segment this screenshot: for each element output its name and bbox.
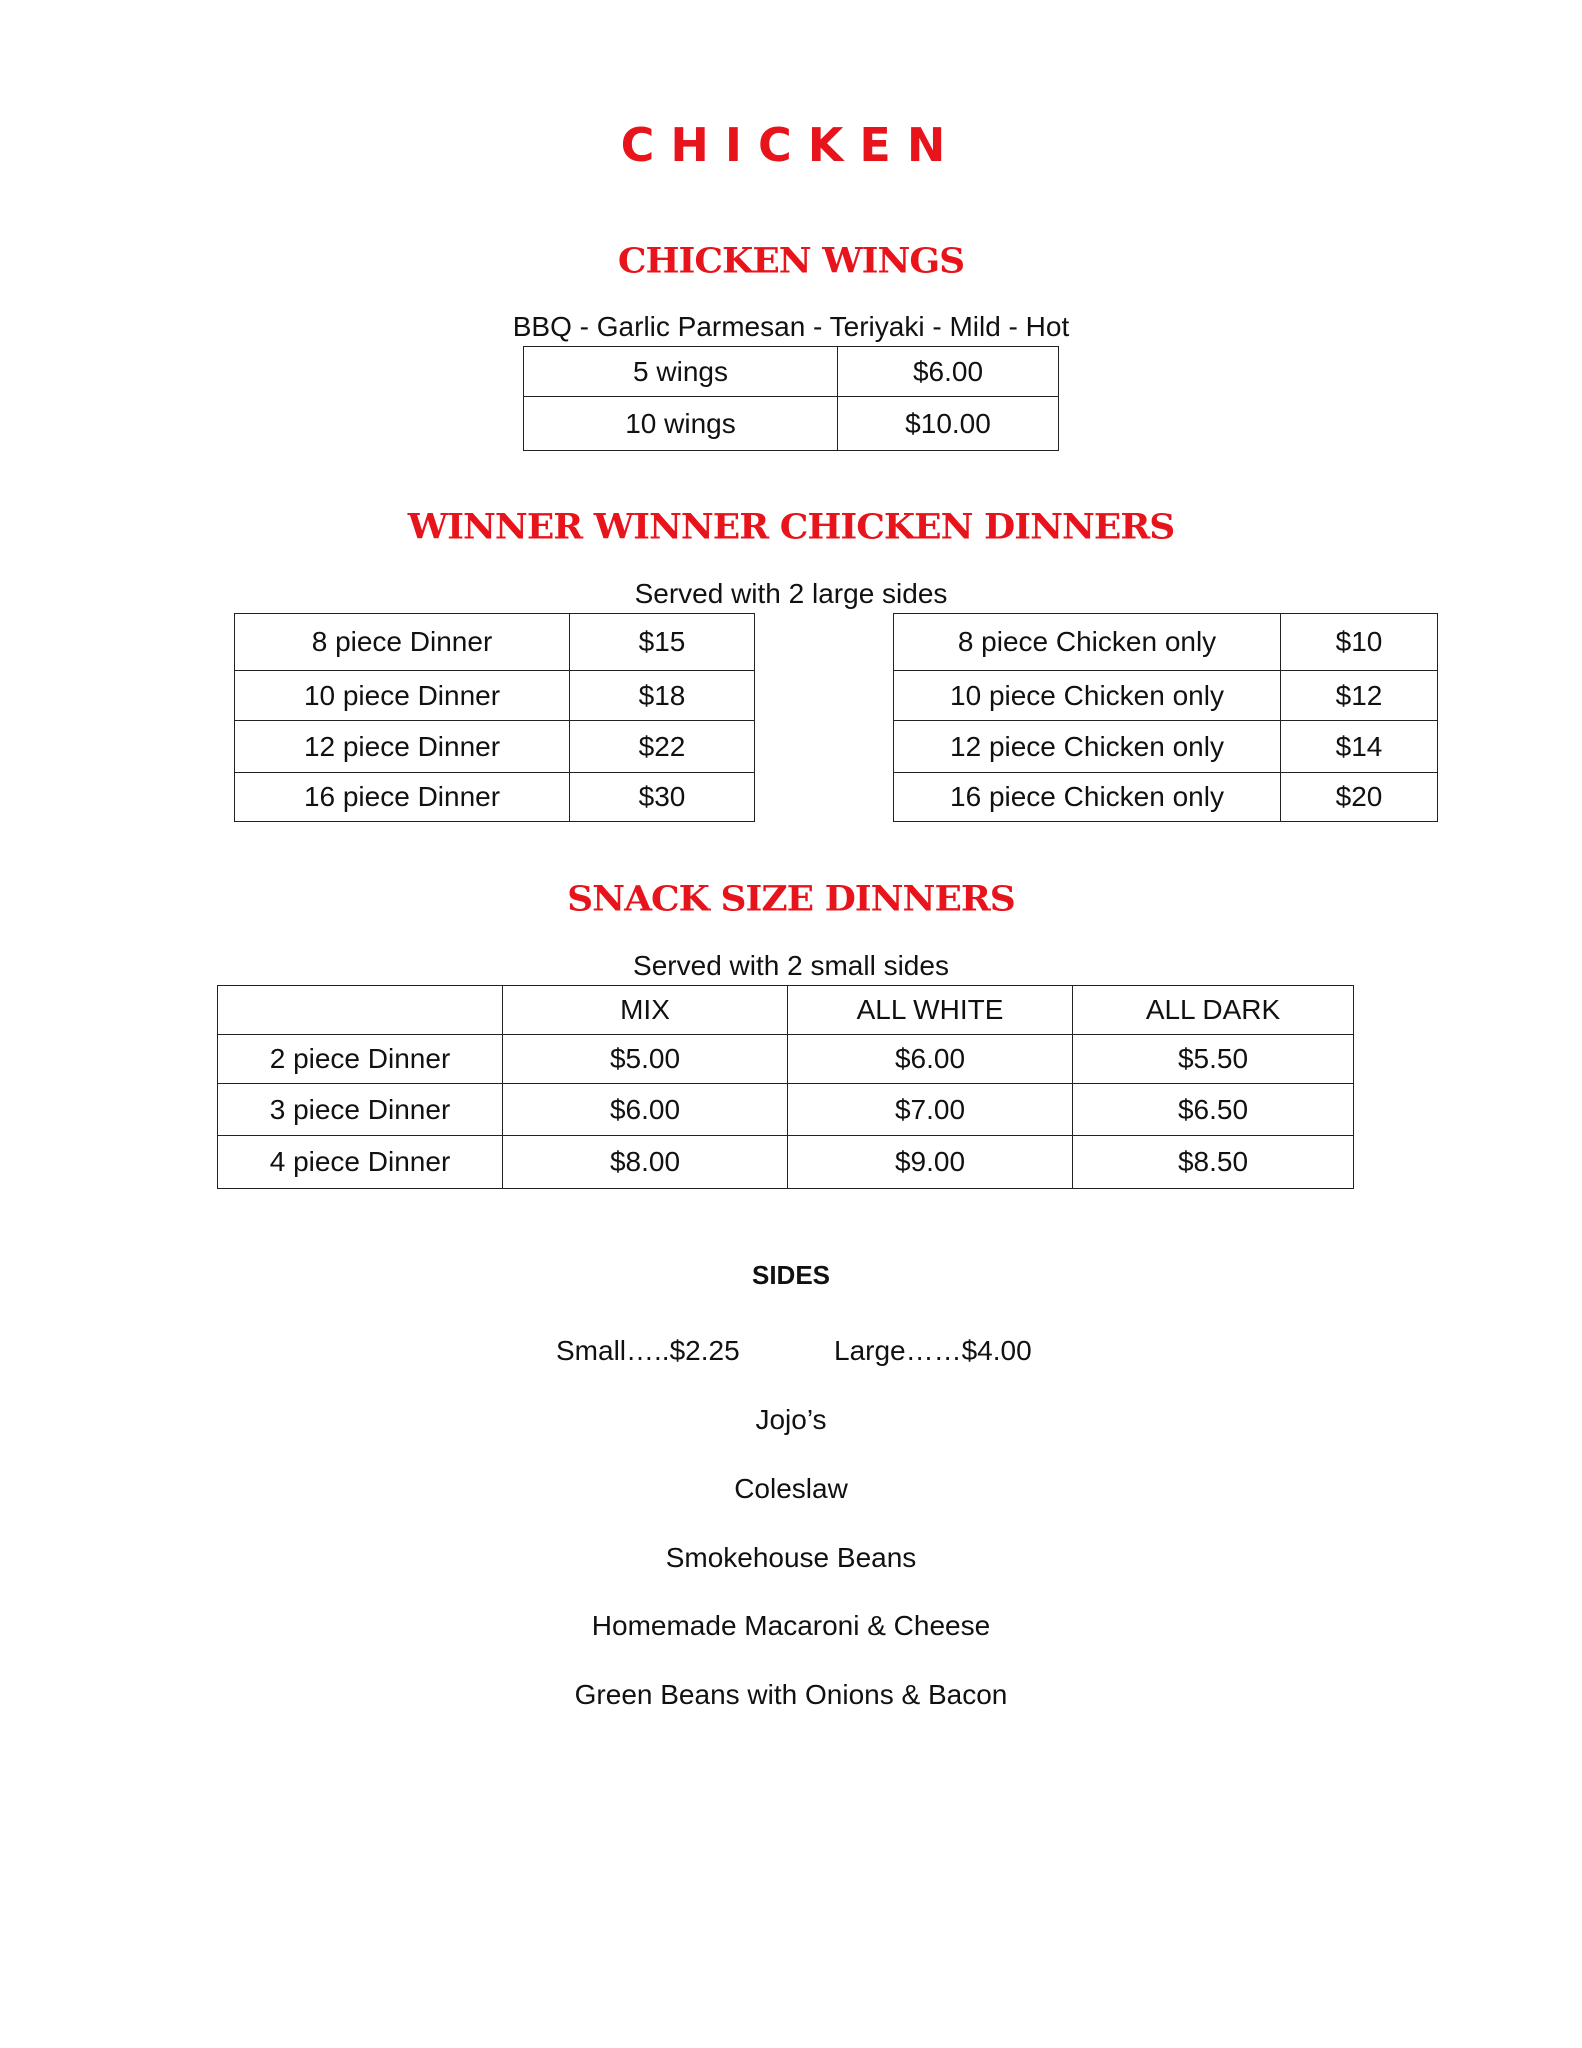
wings-price: $10.00 — [838, 397, 1059, 451]
chicken-only-item: 8 piece Chicken only — [894, 614, 1281, 671]
side-item: Coleslaw — [734, 1473, 848, 1504]
table-row — [235, 614, 755, 671]
page-title: CHICKEN — [620, 118, 962, 172]
chicken-only-price: $10 — [1281, 614, 1438, 671]
dinner-item: 12 piece Dinner — [235, 721, 570, 773]
chicken-only-table — [893, 613, 1438, 822]
dinner-item: 8 piece Dinner — [235, 614, 570, 671]
dinner-item: 10 piece Dinner — [235, 671, 570, 721]
side-item: Green Beans with Onions & Bacon — [574, 1679, 1008, 1710]
table-row — [235, 721, 755, 773]
snack-price-white: $7.00 — [788, 1084, 1073, 1136]
snack-subtitle: Served with 2 small sides — [633, 950, 949, 981]
wings-table — [523, 346, 1059, 451]
sides-heading: SIDES — [751, 1260, 831, 1290]
dinner-price: $22 — [570, 721, 755, 773]
dinner-table — [234, 613, 755, 822]
table-row — [894, 614, 1438, 671]
table-row — [524, 347, 1059, 397]
dinner-price: $18 — [570, 671, 755, 721]
table-row — [894, 671, 1438, 721]
chicken-only-price: $20 — [1281, 773, 1438, 822]
table-row — [218, 1084, 1354, 1136]
snack-price-mix: $8.00 — [503, 1136, 788, 1189]
table-row — [218, 1035, 1354, 1084]
snack-item: 3 piece Dinner — [218, 1084, 503, 1136]
dinners-subtitle: Served with 2 large sides — [634, 578, 948, 609]
snack-item: 4 piece Dinner — [218, 1136, 503, 1189]
table-row — [524, 397, 1059, 451]
wings-heading: CHICKEN WINGS — [617, 241, 965, 281]
sides-small-price: Small…..$2.25 — [556, 1335, 740, 1366]
snack-table — [217, 985, 1354, 1189]
chicken-only-price: $14 — [1281, 721, 1438, 773]
wings-item: 5 wings — [524, 347, 838, 397]
chicken-only-price: $12 — [1281, 671, 1438, 721]
side-item: Homemade Macaroni & Cheese — [591, 1610, 991, 1641]
table-row — [894, 773, 1438, 822]
snack-price-white: $9.00 — [788, 1136, 1073, 1189]
dinner-price: $15 — [570, 614, 755, 671]
chicken-only-item: 10 piece Chicken only — [894, 671, 1281, 721]
dinner-item: 16 piece Dinner — [235, 773, 570, 822]
wings-item: 10 wings — [524, 397, 838, 451]
column-header: ALL WHITE — [788, 986, 1073, 1035]
table-header-row — [218, 986, 1354, 1035]
snack-item: 2 piece Dinner — [218, 1035, 503, 1084]
snack-heading: SNACK SIZE DINNERS — [567, 879, 1015, 919]
table-row — [894, 721, 1438, 773]
column-header: MIX — [503, 986, 788, 1035]
dinners-heading: WINNER WINNER CHICKEN DINNERS — [407, 507, 1175, 547]
chicken-only-item: 12 piece Chicken only — [894, 721, 1281, 773]
sides-large-price: Large……$4.00 — [834, 1335, 1032, 1366]
wings-flavors: BBQ - Garlic Parmesan - Teriyaki - Mild - Hot — [512, 311, 1070, 342]
chicken-only-item: 16 piece Chicken only — [894, 773, 1281, 822]
side-item: Smokehouse Beans — [665, 1542, 917, 1573]
snack-price-dark: $8.50 — [1073, 1136, 1354, 1189]
snack-price-mix: $5.00 — [503, 1035, 788, 1084]
table-row — [235, 671, 755, 721]
snack-price-mix: $6.00 — [503, 1084, 788, 1136]
column-header — [218, 986, 503, 1035]
wings-price: $6.00 — [838, 347, 1059, 397]
snack-price-white: $6.00 — [788, 1035, 1073, 1084]
table-row — [235, 773, 755, 822]
snack-price-dark: $6.50 — [1073, 1084, 1354, 1136]
column-header: ALL DARK — [1073, 986, 1354, 1035]
table-row — [218, 1136, 1354, 1189]
dinner-price: $30 — [570, 773, 755, 822]
snack-price-dark: $5.50 — [1073, 1035, 1354, 1084]
side-item: Jojo’s — [755, 1404, 827, 1435]
